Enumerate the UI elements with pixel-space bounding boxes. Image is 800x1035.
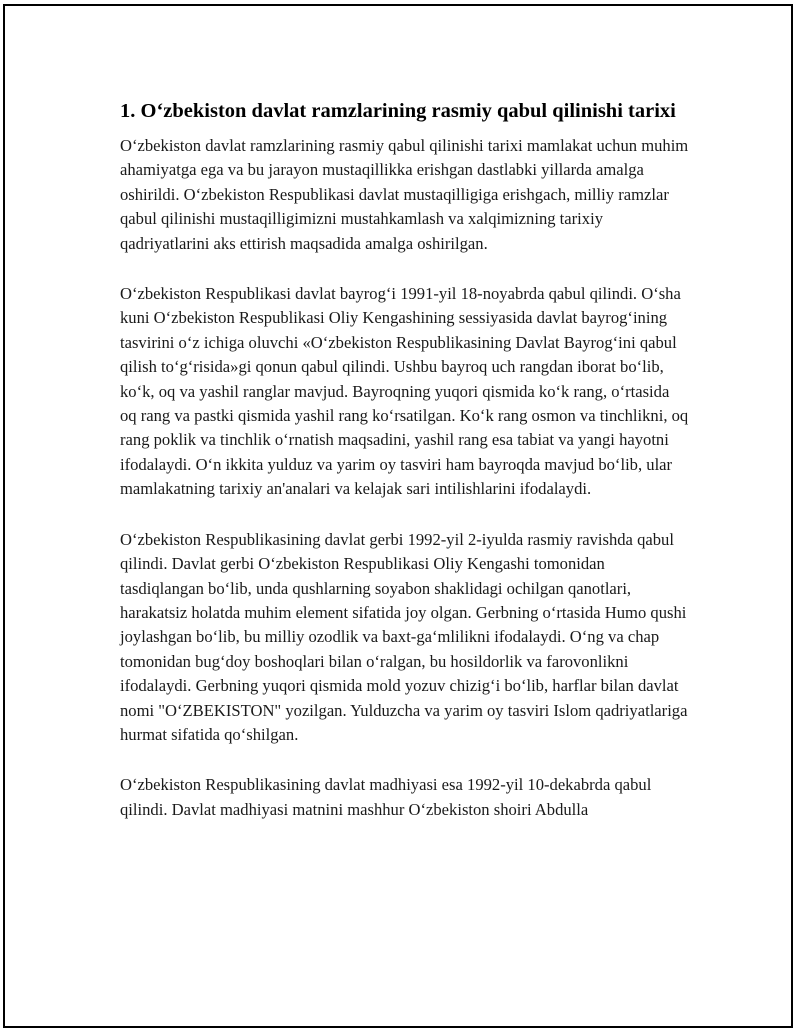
- paragraph-anthem: O‘zbekiston Respublikasining davlat madhiyasi esa 1992-yil 10-dekabrda qabul qilindi. Davlat madhiyasi matnini mashhur O‘zbekiston shoiri Abdulla: [120, 775, 652, 819]
- paragraph-flag: O‘zbekiston Respublikasi davlat bayrog‘i 1991-yil 18-noyabrda qabul qilindi. O‘sha kuni O‘zbekiston Respublikasi Oliy Kengashining sessiyasida davlat bayrog‘ining tasvirini o‘z ichiga oluvchi «O‘zbekiston Respublikasining Davlat Bayrog‘ini qabul qilish to‘g‘risida»gi qonun qabul qilindi. Ushbu bayroq uch rangdan iborat bo‘lib, ko‘k, oq va yashil ranglar mavjud. Bayroqning yuqori qismida ko‘k rang, o‘rtasida oq rang va pastki qismida yashil rang ko‘rsatilgan. Ko‘k rang osmon va tinchlikni, oq rang poklik va tinchlik o‘rnatish maqsadini, yashil rang esa tabiat va yangi hayotni ifodalaydi. O‘n ikkita yulduz va yarim oy tasviri ham bayroqda mavjud bo‘lib, ular mamlakatning tarixiy an'analari va kelajak sari intilishlarini ifodalaydi.: [120, 284, 689, 499]
- document-body: [120, 98, 690, 848]
- section-heading: 1. O‘zbekiston davlat ramzlarining rasmiy qabul qilinishi tarixi: [120, 100, 676, 122]
- paragraph-emblem: O‘zbekiston Respublikasining davlat gerbi 1992-yil 2-iyulda rasmiy ravishda qabul qilindi. Davlat gerbi O‘zbekiston Respublikasi Oliy Kengashi tomonidan tasdiqlangan bo‘lib, unda qushlarning soyabon shaklidagi ochilgan qanotlari, harakatsiz holatda muhim element sifatida joy olgan. Gerbning o‘rtasida Humo qushi joylashgan bo‘lib, bu milliy ozodlik va baxt-ga‘mlilikni ifodalaydi. O‘ng va chap tomonidan bug‘doy boshoqlari bilan o‘ralgan, bu hosildorlik va farovonlikni ifodalaydi. Gerbning yuqori qismida mold yozuv chizig‘i bo‘lib, harflar bilan davlat nomi "O‘ZBEKISTON" yozilgan. Yulduzcha va yarim oy tasviri Islom qadriyatlariga hurmat sifatida qo‘shilgan.: [120, 529, 688, 744]
- document-page: [3, 4, 793, 1028]
- paragraph-intro: O‘zbekiston davlat ramzlarining rasmiy qabul qilinishi tarixi mamlakat uchun muhim ahamiyatga ega va bu jarayon mustaqillikka erishgan dastlabki yillarda amalga oshirildi. O‘zbekiston Respublikasi davlat mustaqilligiga erishgach, milliy ramzlar qabul qilinishi mustaqilligimizni mustahkamlash va xalqimizning tarixiy qadriyatlarini aks ettirish maqsadida amalga oshirilgan.: [120, 136, 689, 253]
